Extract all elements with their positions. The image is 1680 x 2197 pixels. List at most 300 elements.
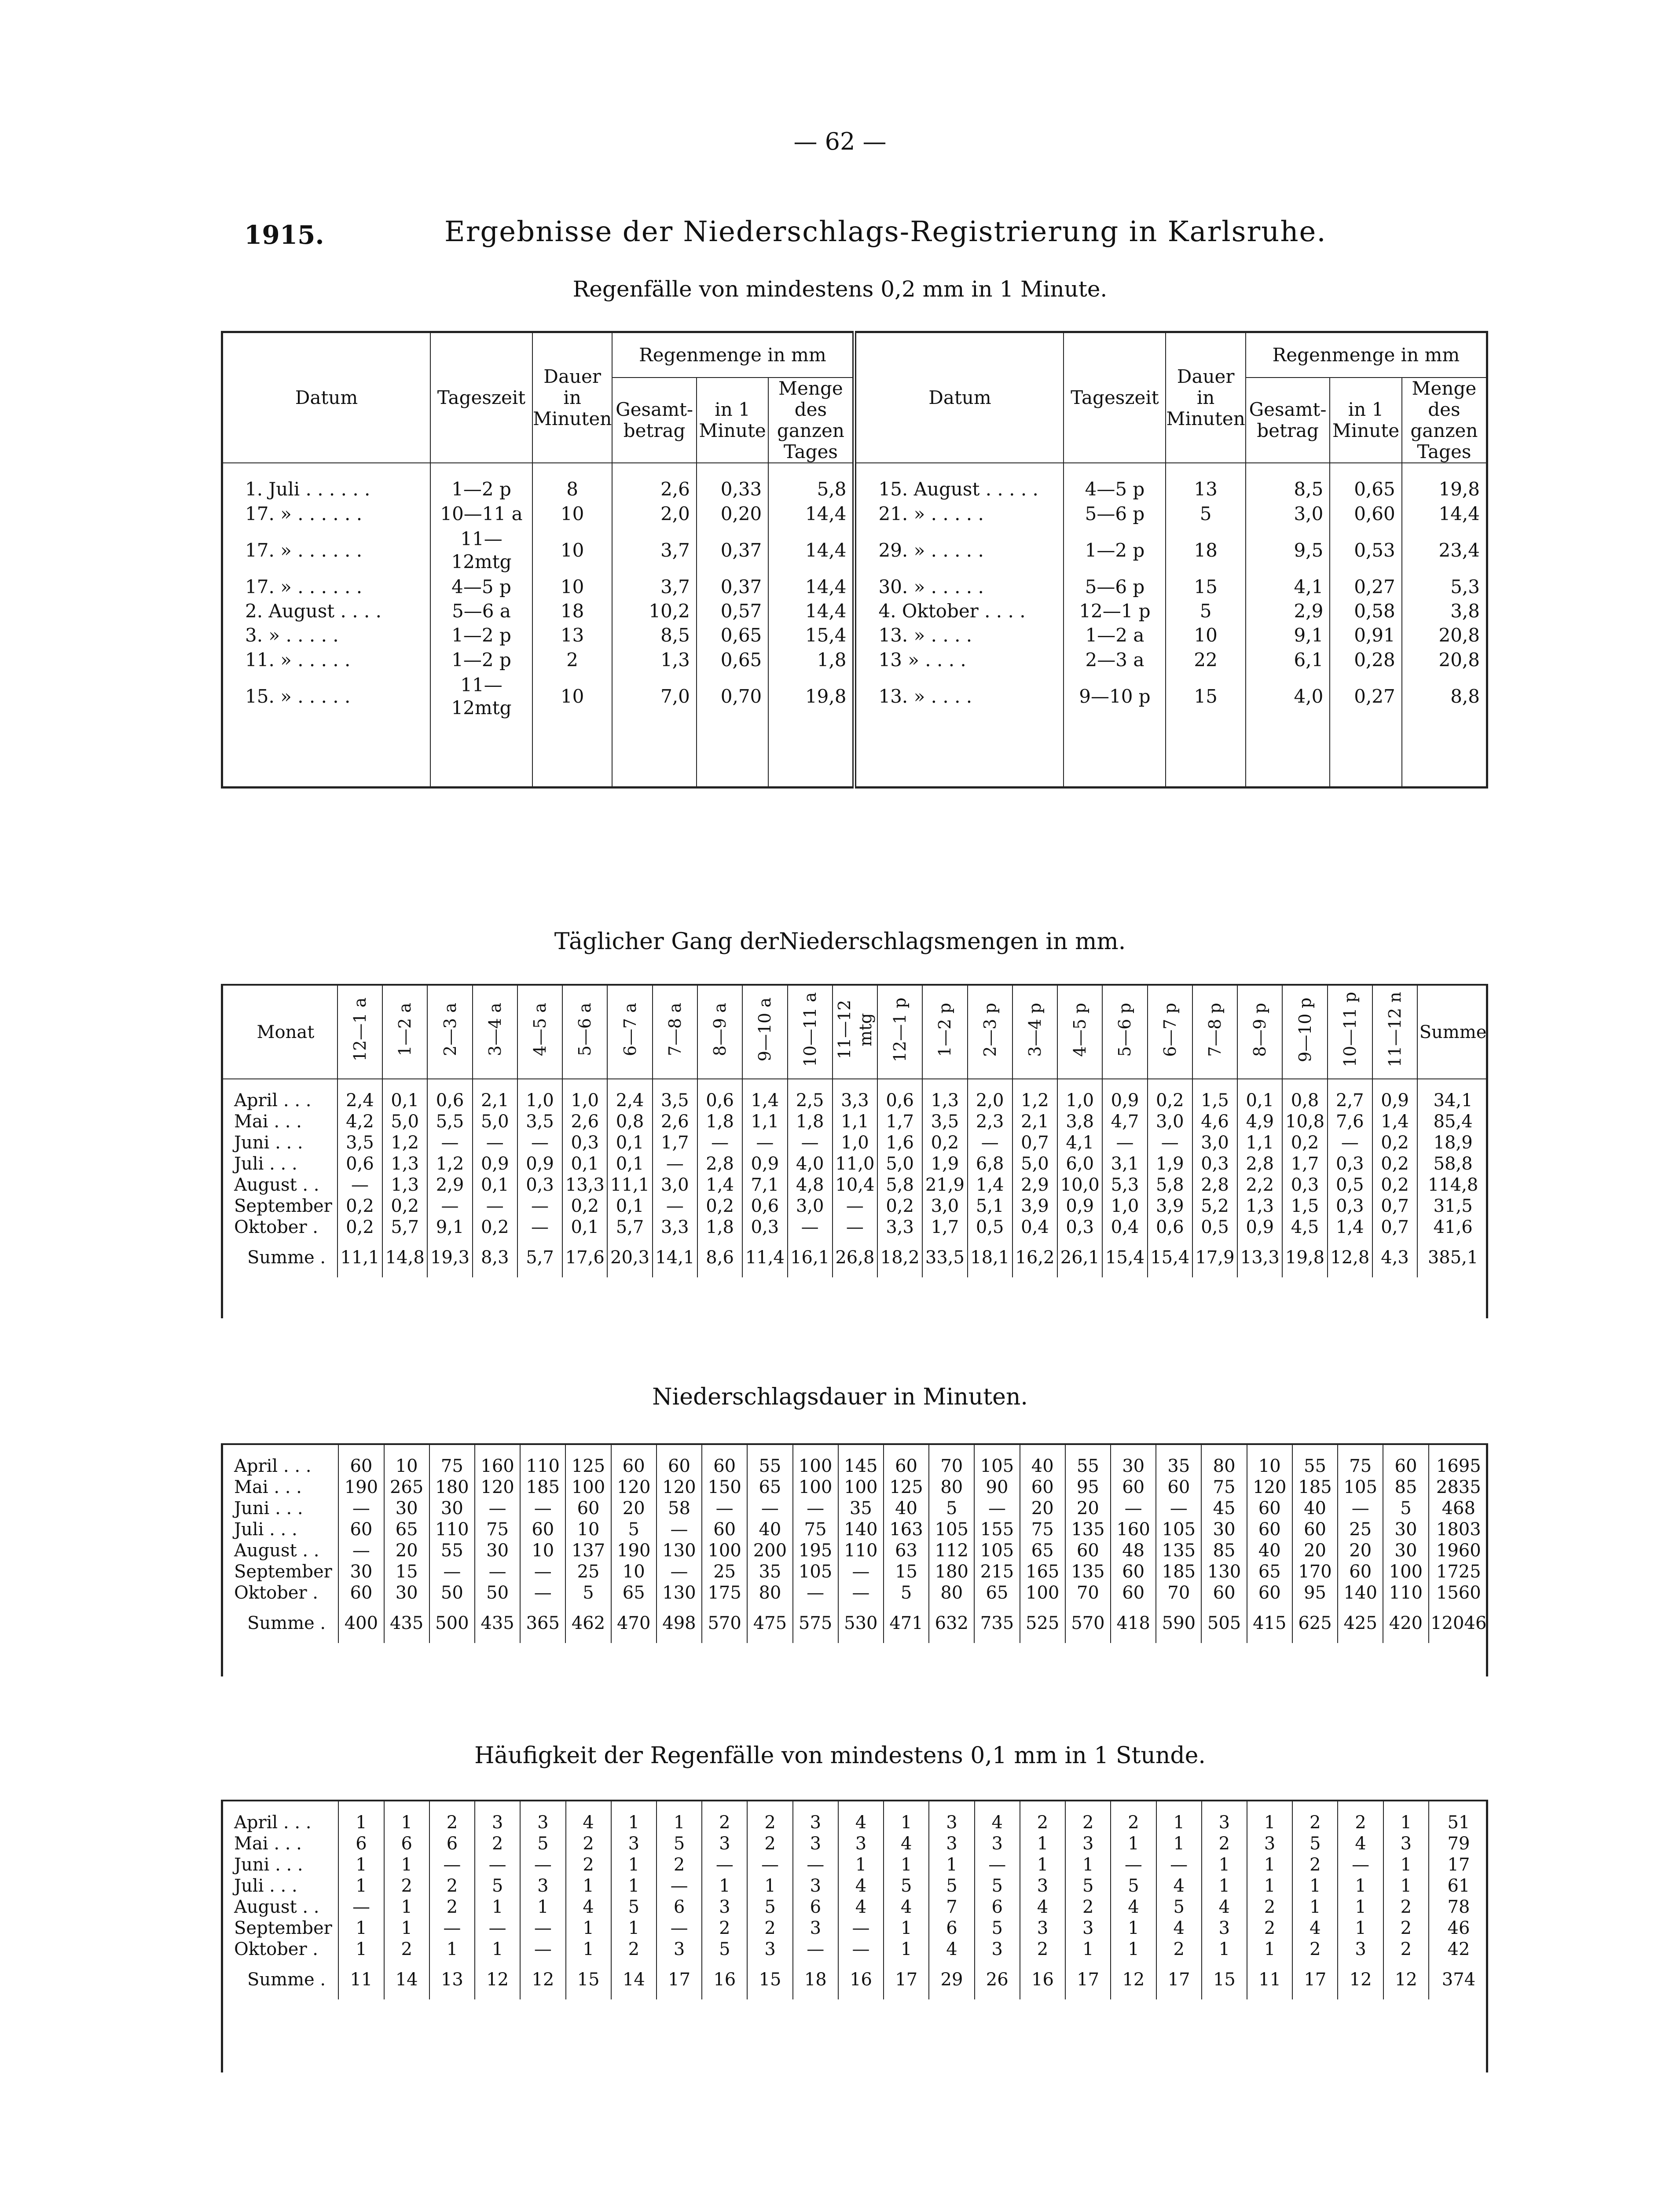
table-cell: 13. » . . . . bbox=[855, 624, 1064, 648]
table-row bbox=[222, 575, 1487, 599]
table-cell: 4,1 bbox=[1246, 575, 1330, 599]
table-cell: 1 bbox=[1156, 1801, 1202, 1833]
table-cell: 0,9 bbox=[1102, 1079, 1147, 1111]
table-cell: 3 bbox=[1383, 1833, 1429, 1854]
table-cell: 1 bbox=[475, 1939, 520, 1960]
table-cell: 2 bbox=[1065, 1896, 1111, 1918]
table-cell: 3,3 bbox=[833, 1079, 877, 1111]
table-cell: 1,0 bbox=[517, 1079, 562, 1111]
table-cell: 4,1 bbox=[1057, 1132, 1102, 1153]
table-cell: 0,2 bbox=[1372, 1174, 1417, 1196]
sum-cell: 26,8 bbox=[833, 1238, 877, 1277]
table-cell: 1 bbox=[566, 1918, 611, 1939]
table-cell: 2,9 bbox=[427, 1174, 472, 1196]
table-cell: — bbox=[702, 1854, 747, 1875]
table-cell: 6 bbox=[929, 1918, 974, 1939]
table-row bbox=[221, 1854, 1488, 1875]
table-cell: 2 bbox=[747, 1918, 792, 1939]
table-cell: 1 bbox=[338, 1939, 384, 1960]
table-cell: 3,7 bbox=[612, 575, 697, 599]
table-cell: 0,9 bbox=[742, 1153, 787, 1174]
col-hour bbox=[1192, 986, 1237, 1079]
table-cell: 0,7 bbox=[1372, 1217, 1417, 1238]
table-cell: 60 bbox=[565, 1498, 611, 1519]
table-cell: 105 bbox=[1156, 1519, 1201, 1540]
hour-label: 12—1 a bbox=[350, 998, 370, 1062]
table-cell: 5,5 bbox=[427, 1111, 472, 1132]
table-cell: — bbox=[427, 1132, 472, 1153]
sum-cell: 12 bbox=[1338, 1960, 1383, 1999]
sum-row bbox=[221, 1603, 1488, 1643]
table-cell: 55 bbox=[1292, 1445, 1338, 1477]
sum-cell: 415 bbox=[1247, 1603, 1292, 1643]
table-cell: 0,1 bbox=[607, 1153, 652, 1174]
sum-cell: 33,5 bbox=[922, 1238, 967, 1277]
table-cell: 1 bbox=[1247, 1801, 1292, 1833]
table-cell: 25 bbox=[702, 1561, 747, 1582]
table-cell: 0,6 bbox=[427, 1079, 472, 1111]
table-cell: 1 bbox=[475, 1896, 520, 1918]
sum-cell: 15 bbox=[1202, 1960, 1247, 1999]
table-row bbox=[221, 1896, 1488, 1918]
table-cell: — bbox=[1111, 1498, 1156, 1519]
table-cell: 9—10 p bbox=[1064, 672, 1166, 721]
table-cell: 1,0 bbox=[1057, 1079, 1102, 1111]
table-cell: 3,5 bbox=[653, 1079, 697, 1111]
table-cell: 50 bbox=[429, 1582, 475, 1603]
table-cell: 4 bbox=[884, 1896, 929, 1918]
table-cell: 17 bbox=[1429, 1854, 1488, 1875]
table-cell: 1803 bbox=[1429, 1519, 1488, 1540]
table-cell: 0,7 bbox=[1372, 1196, 1417, 1217]
table-cell: 0,2 bbox=[922, 1132, 967, 1153]
table-cell: 10 bbox=[384, 1445, 429, 1477]
table-cell: 2 bbox=[702, 1918, 747, 1939]
table-cell: 3 bbox=[520, 1875, 565, 1896]
table-cell: 3,3 bbox=[877, 1217, 922, 1238]
table-cell: 0,3 bbox=[517, 1174, 562, 1196]
table-cell: 3 bbox=[1247, 1833, 1292, 1854]
table-cell: 5,3 bbox=[1402, 575, 1487, 599]
table-cell: 3 bbox=[793, 1918, 838, 1939]
table-cell: 40 bbox=[1020, 1445, 1065, 1477]
table-cell: 14,4 bbox=[768, 526, 855, 575]
table-cell: 11—12mtg bbox=[430, 526, 532, 575]
table-cell: 1 bbox=[1065, 1939, 1111, 1960]
sum-cell: 418 bbox=[1111, 1603, 1156, 1643]
table-cell: — bbox=[1102, 1132, 1147, 1153]
sum-cell: 530 bbox=[838, 1603, 884, 1643]
table-cell: — bbox=[337, 1174, 382, 1196]
table-cell: 112 bbox=[929, 1540, 974, 1561]
table-cell: — bbox=[975, 1854, 1020, 1875]
sum-cell: 525 bbox=[1020, 1603, 1065, 1643]
table-cell: 155 bbox=[974, 1519, 1020, 1540]
table-cell bbox=[1330, 721, 1401, 788]
table-cell: — bbox=[338, 1896, 384, 1918]
table-cell: 55 bbox=[747, 1445, 792, 1477]
table-cell: 2,4 bbox=[337, 1079, 382, 1111]
table-row bbox=[222, 648, 1487, 672]
table-cell: 5,1 bbox=[968, 1196, 1012, 1217]
table-cell: 0,3 bbox=[1282, 1174, 1327, 1196]
table-cell: 15. » . . . . . bbox=[222, 672, 431, 721]
table-cell: 0,2 bbox=[382, 1196, 427, 1217]
table-cell: 1,8 bbox=[697, 1111, 742, 1132]
col-menge-tag: Menge des ganzen Tages bbox=[768, 378, 855, 463]
table-cell: 190 bbox=[338, 1477, 384, 1498]
table-cell: 0,27 bbox=[1330, 672, 1401, 721]
table-cell: 4,8 bbox=[788, 1174, 833, 1196]
table-cell: 7,6 bbox=[1328, 1111, 1372, 1132]
table-cell: 0,6 bbox=[1148, 1217, 1192, 1238]
table-cell: 1 bbox=[338, 1801, 384, 1833]
table-cell: 60 bbox=[338, 1445, 384, 1477]
sum-cell: 470 bbox=[611, 1603, 657, 1643]
table-cell: 0,2 bbox=[877, 1196, 922, 1217]
table-cell: 185 bbox=[520, 1477, 565, 1498]
table-cell: 6 bbox=[429, 1833, 475, 1854]
sum-cell: 15 bbox=[566, 1960, 611, 1999]
table-cell: 215 bbox=[974, 1561, 1020, 1582]
sum-cell: 14,8 bbox=[382, 1238, 427, 1277]
hour-label: 2—3 a bbox=[440, 1003, 460, 1056]
table-cell: 75 bbox=[429, 1445, 475, 1477]
table-cell: — bbox=[1148, 1132, 1192, 1153]
sum-cell: 11,4 bbox=[742, 1238, 787, 1277]
hour-label: 6—7 p bbox=[1160, 1002, 1180, 1057]
month-label: September bbox=[234, 1196, 332, 1216]
table-cell: — bbox=[338, 1540, 384, 1561]
table-cell: 0,4 bbox=[1012, 1217, 1057, 1238]
table-cell: 15 bbox=[384, 1561, 429, 1582]
table-row bbox=[221, 1519, 1488, 1540]
sum-cell: 374 bbox=[1429, 1960, 1488, 1999]
table-cell: 5 bbox=[702, 1939, 747, 1960]
table-cell: — bbox=[793, 1582, 838, 1603]
table-cell: 9,1 bbox=[1246, 624, 1330, 648]
table-cell: 45 bbox=[1201, 1498, 1247, 1519]
sum-cell: 12 bbox=[1383, 1960, 1429, 1999]
table-cell: 1 bbox=[1156, 1833, 1202, 1854]
table-cell: — bbox=[427, 1196, 472, 1217]
table-cell: 3 bbox=[838, 1833, 884, 1854]
table-cell: 1,4 bbox=[742, 1079, 787, 1111]
table3-title: Niederschlagsdauer in Minuten. bbox=[652, 1384, 1028, 1410]
col-hour bbox=[1102, 986, 1147, 1079]
table-cell: 5 bbox=[611, 1896, 657, 1918]
table-cell: 18 bbox=[1166, 526, 1245, 575]
table-cell: 4—5 p bbox=[1064, 463, 1166, 502]
table-cell: 0,3 bbox=[1192, 1153, 1237, 1174]
table-cell: — bbox=[1338, 1498, 1383, 1519]
table-cell: 0,53 bbox=[1330, 526, 1401, 575]
table-cell: 21. » . . . . . bbox=[855, 502, 1064, 526]
table-row bbox=[221, 1445, 1488, 1477]
table-cell: — bbox=[793, 1498, 838, 1519]
table-cell: 2 bbox=[1247, 1896, 1292, 1918]
table-cell: 2 bbox=[611, 1939, 657, 1960]
table-cell: 5 bbox=[520, 1833, 565, 1854]
table-cell: 1 bbox=[384, 1854, 429, 1875]
table-cell: 30 bbox=[1383, 1540, 1428, 1561]
table-cell: 35 bbox=[838, 1498, 884, 1519]
table-row bbox=[222, 502, 1487, 526]
table-cell: 5 bbox=[747, 1896, 792, 1918]
table-cell: 6 bbox=[793, 1896, 838, 1918]
table-cell: 4 bbox=[1156, 1875, 1202, 1896]
table-cell: 3,8 bbox=[1057, 1111, 1102, 1132]
table-cell: 1,9 bbox=[922, 1153, 967, 1174]
table-cell: — bbox=[1111, 1854, 1156, 1875]
table-cell: 1 bbox=[1383, 1801, 1429, 1833]
table-cell: 0,58 bbox=[1330, 599, 1401, 623]
table-cell: 5,0 bbox=[1012, 1153, 1057, 1174]
table-cell: 1 bbox=[1020, 1833, 1065, 1854]
table-cell: 1 bbox=[611, 1801, 657, 1833]
table-cell: 2 bbox=[1156, 1939, 1202, 1960]
table-cell: 65 bbox=[1247, 1561, 1292, 1582]
table-cell: — bbox=[833, 1217, 877, 1238]
sum-cell: 475 bbox=[747, 1603, 792, 1643]
sum-label: Summe . bbox=[247, 1970, 326, 1990]
col-hour bbox=[877, 986, 922, 1079]
table-cell: 20,8 bbox=[1402, 648, 1487, 672]
table-cell: 55 bbox=[1065, 1445, 1111, 1477]
table-cell: — bbox=[475, 1561, 520, 1582]
table-cell: 18 bbox=[532, 599, 612, 623]
table-cell: 1,4 bbox=[1372, 1111, 1417, 1132]
table-row bbox=[221, 1939, 1488, 1960]
sum-cell: 17 bbox=[884, 1960, 929, 1999]
table-cell: 50 bbox=[475, 1582, 520, 1603]
table-cell: 0,1 bbox=[562, 1217, 607, 1238]
table-cell: 65 bbox=[1020, 1540, 1065, 1561]
table-cell: 60 bbox=[1247, 1582, 1292, 1603]
table-cell bbox=[612, 721, 697, 788]
table-cell: 80 bbox=[1201, 1445, 1247, 1477]
table-cell: — bbox=[793, 1939, 838, 1960]
table-cell: 0,70 bbox=[697, 672, 768, 721]
hour-label: 4—5 p bbox=[1070, 1002, 1090, 1057]
table-cell: 60 bbox=[1111, 1561, 1156, 1582]
table-cell: 3,5 bbox=[922, 1111, 967, 1132]
table-row bbox=[221, 1582, 1488, 1603]
table-cell: 2,9 bbox=[1246, 599, 1330, 623]
table-cell: 20 bbox=[611, 1498, 657, 1519]
table-cell: 4,6 bbox=[1192, 1111, 1237, 1132]
table-cell: 0,3 bbox=[1328, 1196, 1372, 1217]
table-row bbox=[221, 1833, 1488, 1854]
sum-cell: 17 bbox=[1065, 1960, 1111, 1999]
table-cell: 1,6 bbox=[877, 1132, 922, 1153]
month-label: September bbox=[234, 1918, 332, 1938]
table-cell: 5—6 p bbox=[1064, 575, 1166, 599]
table-cell: 5—6 a bbox=[430, 599, 532, 623]
col-gesamt-2: Gesamt-betrag bbox=[1246, 378, 1330, 463]
hour-label: 5—6 p bbox=[1115, 1002, 1135, 1057]
table-cell: 4 bbox=[1338, 1833, 1383, 1854]
table-cell: 1 bbox=[429, 1939, 475, 1960]
table-cell: 75 bbox=[1020, 1519, 1065, 1540]
table-cell: 105 bbox=[974, 1445, 1020, 1477]
table-cell bbox=[1402, 721, 1487, 788]
col-hour bbox=[922, 986, 967, 1079]
table-cell: 2 bbox=[1338, 1801, 1383, 1833]
table-cell: 140 bbox=[838, 1519, 884, 1540]
table-cell: 1,3 bbox=[382, 1174, 427, 1196]
table-cell: 1,9 bbox=[1148, 1153, 1192, 1174]
table-cell: 0,9 bbox=[1372, 1079, 1417, 1111]
table-cell: 65 bbox=[611, 1582, 657, 1603]
table-cell: 40 bbox=[1292, 1498, 1338, 1519]
table-cell: 0,5 bbox=[968, 1217, 1012, 1238]
table-cell: 110 bbox=[429, 1519, 475, 1540]
table-cell: 11,0 bbox=[833, 1153, 877, 1174]
table-row bbox=[221, 1540, 1488, 1561]
hour-label: 9—10 p bbox=[1295, 997, 1315, 1062]
table-cell: 0,3 bbox=[742, 1217, 787, 1238]
col-datum: Datum bbox=[222, 332, 431, 463]
table-cell: 1 bbox=[1338, 1896, 1383, 1918]
sum-cell: 16 bbox=[838, 1960, 884, 1999]
sum-cell: 12,8 bbox=[1328, 1238, 1372, 1277]
sum-cell: 12 bbox=[520, 1960, 565, 1999]
table-cell bbox=[430, 721, 532, 788]
sum-cell: 18,1 bbox=[968, 1238, 1012, 1277]
table-cell: 1—2 a bbox=[1064, 624, 1166, 648]
table-cell: 61 bbox=[1429, 1875, 1488, 1896]
table-cell: 100 bbox=[838, 1477, 884, 1498]
table-cell: 1,8 bbox=[768, 648, 855, 672]
table-cell: 20 bbox=[1338, 1540, 1383, 1561]
table-cell: 1,3 bbox=[612, 648, 697, 672]
sum-cell: 12 bbox=[475, 1960, 520, 1999]
table-cell: 2 bbox=[1292, 1939, 1338, 1960]
table-cell: 2 bbox=[1292, 1854, 1338, 1875]
table-row bbox=[221, 1217, 1488, 1238]
table-cell: 140 bbox=[1338, 1582, 1383, 1603]
sum-cell: 14,1 bbox=[653, 1238, 697, 1277]
table-cell: 15. August . . . . . bbox=[855, 463, 1064, 502]
hour-label: 11—12 mtg bbox=[834, 1000, 875, 1060]
table-cell: 100 bbox=[1020, 1582, 1065, 1603]
table-cell: 1,7 bbox=[922, 1217, 967, 1238]
table-cell: — bbox=[697, 1132, 742, 1153]
table-cell: 60 bbox=[1111, 1582, 1156, 1603]
table-cell: 3 bbox=[1065, 1918, 1111, 1939]
table-cell: 60 bbox=[1020, 1477, 1065, 1498]
col-hour bbox=[337, 986, 382, 1079]
table-cell: 15 bbox=[884, 1561, 929, 1582]
table-cell: 120 bbox=[611, 1477, 657, 1498]
sum-cell: 11 bbox=[338, 1960, 384, 1999]
table-cell: — bbox=[838, 1582, 884, 1603]
table-cell: 120 bbox=[657, 1477, 702, 1498]
table-cell: 0,33 bbox=[697, 463, 768, 502]
table-cell: 60 bbox=[1247, 1498, 1292, 1519]
sum-cell: 435 bbox=[475, 1603, 520, 1643]
table-cell: 4,0 bbox=[788, 1153, 833, 1174]
table-cell: 5 bbox=[1156, 1896, 1202, 1918]
table-filler-row bbox=[222, 721, 1487, 788]
table-cell: 60 bbox=[657, 1445, 702, 1477]
table-cell: 1,7 bbox=[877, 1111, 922, 1132]
month-label: August . . bbox=[234, 1175, 319, 1195]
table-cell: 0,3 bbox=[562, 1132, 607, 1153]
table-cell: 17. » . . . . . . bbox=[222, 502, 431, 526]
sum-cell: 400 bbox=[338, 1603, 384, 1643]
table-cell: — bbox=[747, 1854, 792, 1875]
sum-cell: 462 bbox=[565, 1603, 611, 1643]
table-cell bbox=[697, 721, 768, 788]
table-cell: 4 bbox=[1292, 1918, 1338, 1939]
table-cell: 7 bbox=[929, 1896, 974, 1918]
table-cell: 4,2 bbox=[337, 1111, 382, 1132]
table-cell: 60 bbox=[1338, 1561, 1383, 1582]
table-row bbox=[221, 1132, 1488, 1153]
table-cell: 10 bbox=[1166, 624, 1245, 648]
table-cell: 40 bbox=[1247, 1540, 1292, 1561]
table-cell: 9,1 bbox=[427, 1217, 472, 1238]
table-cell: 1,0 bbox=[562, 1079, 607, 1111]
table-cell: 4. Oktober . . . . bbox=[855, 599, 1064, 623]
table-cell: — bbox=[475, 1918, 520, 1939]
col-hour bbox=[1057, 986, 1102, 1079]
col-hour bbox=[382, 986, 427, 1079]
table-cell: 2,7 bbox=[1328, 1079, 1372, 1111]
table-cell: 5,8 bbox=[768, 463, 855, 502]
table-cell: — bbox=[1156, 1854, 1202, 1875]
sum-cell: 16,1 bbox=[788, 1238, 833, 1277]
table-cell: 13,3 bbox=[562, 1174, 607, 1196]
sum-cell: 505 bbox=[1201, 1603, 1247, 1643]
table-cell: 4 bbox=[838, 1801, 884, 1833]
table-cell: 5 bbox=[1166, 502, 1245, 526]
table-cell: 60 bbox=[884, 1445, 929, 1477]
table-cell: 10 bbox=[1247, 1445, 1292, 1477]
table-cell: — bbox=[520, 1918, 565, 1939]
table-cell: 125 bbox=[884, 1477, 929, 1498]
table-cell: 1560 bbox=[1429, 1582, 1488, 1603]
table-cell: — bbox=[788, 1132, 833, 1153]
table-cell: 6,1 bbox=[1246, 648, 1330, 672]
table-cell: — bbox=[793, 1854, 838, 1875]
table-cell: 10 bbox=[532, 526, 612, 575]
table-cell: 60 bbox=[338, 1582, 384, 1603]
table-cell: — bbox=[1328, 1132, 1372, 1153]
table-cell: 1—2 p bbox=[1064, 526, 1166, 575]
hourly-frequency-table bbox=[221, 1801, 1488, 1999]
table-cell: 1 bbox=[1202, 1854, 1247, 1875]
table-cell: 165 bbox=[1020, 1561, 1065, 1582]
table-cell: 3 bbox=[702, 1833, 747, 1854]
table-cell: 1. Juli . . . . . . bbox=[222, 463, 431, 502]
table-cell: 11,1 bbox=[607, 1174, 652, 1196]
sum-row bbox=[221, 1238, 1488, 1277]
col-hour bbox=[1282, 986, 1327, 1079]
table-cell: 2 bbox=[1383, 1939, 1429, 1960]
table-cell: 1 bbox=[1020, 1854, 1065, 1875]
table-cell: 1,5 bbox=[1282, 1196, 1327, 1217]
table-cell: 1,2 bbox=[427, 1153, 472, 1174]
table-cell: 55 bbox=[429, 1540, 475, 1561]
table-cell: 21,9 bbox=[922, 1174, 967, 1196]
sum-cell: 26 bbox=[975, 1960, 1020, 1999]
table-row bbox=[221, 1111, 1488, 1132]
month-label: April . . . bbox=[234, 1456, 312, 1476]
table-cell: 4 bbox=[884, 1833, 929, 1854]
